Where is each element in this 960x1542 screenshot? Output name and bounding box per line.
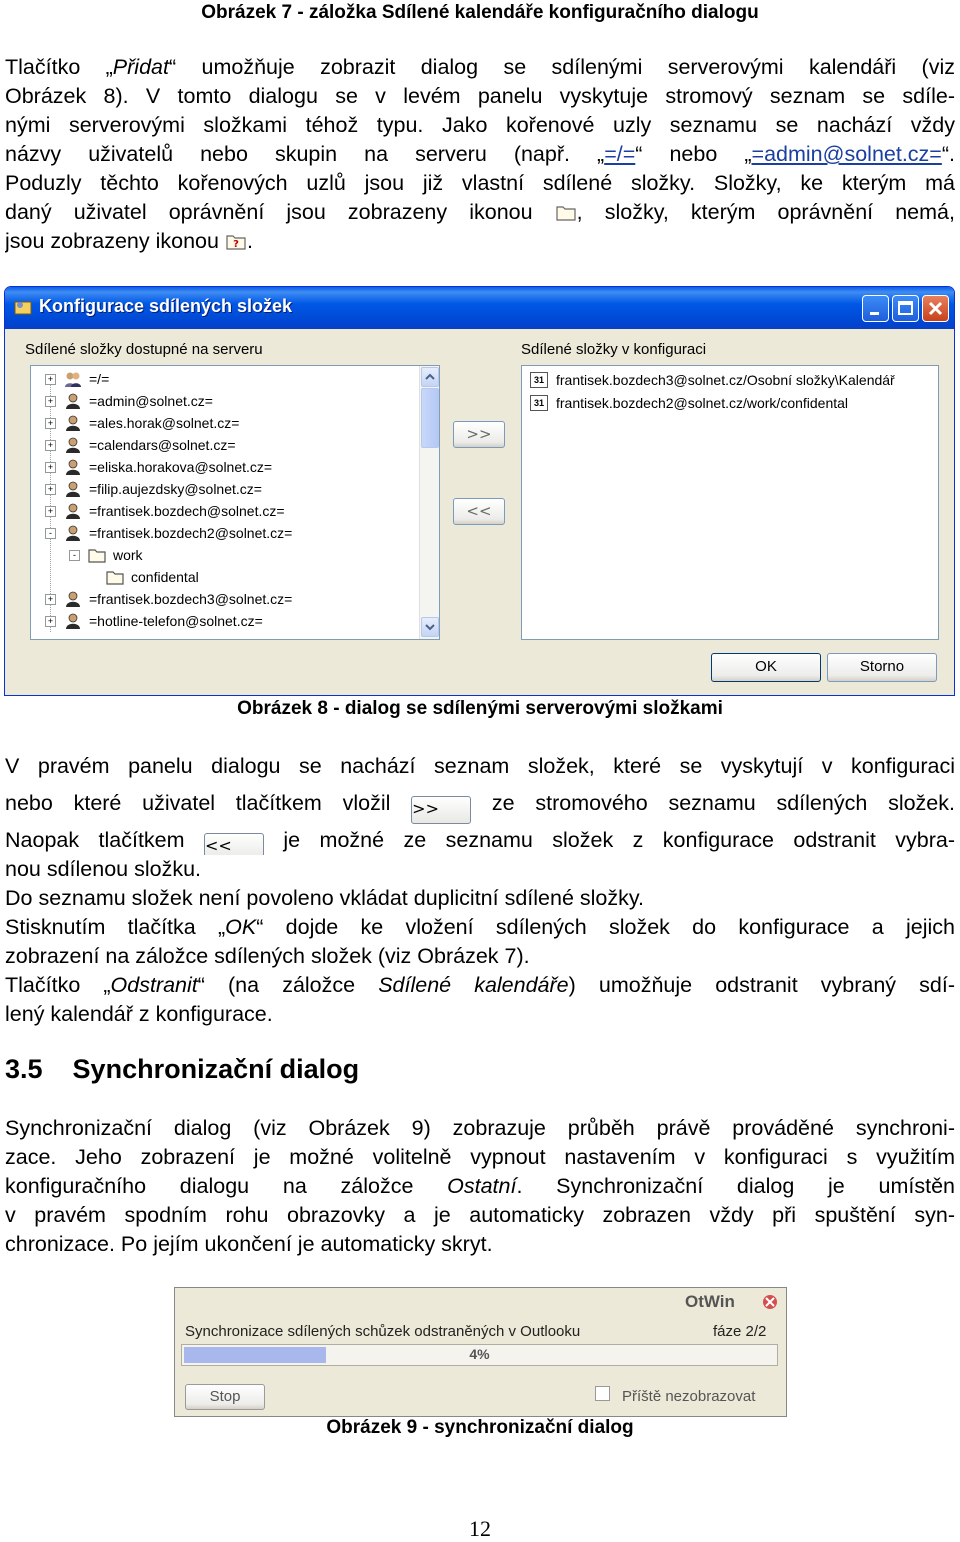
- user-icon: [63, 458, 83, 476]
- list-item[interactable]: 31 frantisek.bozdech3@solnet.cz/Osobní složky\Kalendář: [526, 369, 936, 391]
- expand-icon[interactable]: +: [45, 418, 56, 429]
- expand-icon[interactable]: +: [45, 374, 56, 385]
- sync-message: Synchronizace sdílených schůzek odstraněných v Outlooku: [185, 1323, 581, 1340]
- expand-icon[interactable]: +: [45, 616, 56, 627]
- user-icon: [63, 524, 83, 542]
- page-number: 12: [469, 1516, 491, 1541]
- user-icon: [63, 480, 83, 498]
- close-button[interactable]: [922, 295, 949, 322]
- tree-row-label: =frantisek.bozdech2@solnet.cz=: [89, 525, 293, 541]
- sync-phase: fáze 2/2: [713, 1323, 767, 1340]
- user-icon: [63, 392, 83, 410]
- close-icon: [923, 296, 948, 321]
- user-icon: [63, 414, 83, 432]
- text-line: nebo které uživatel tlačítkem vložil >> ze stromového seznamu sdílených složek.: [5, 787, 955, 825]
- collapse-icon[interactable]: -: [45, 528, 56, 539]
- config-folders-list[interactable]: [521, 365, 939, 640]
- scroll-down-button[interactable]: [421, 617, 439, 637]
- paragraph-sync-dialog: [5, 1114, 955, 1259]
- section-heading: [5, 1054, 359, 1085]
- text-line: nými serverovými složkami téhož typu. Jako kořenové uzly seznamu se nachází vždy: [5, 113, 955, 137]
- folder-icon: [555, 203, 577, 222]
- remove-folder-button[interactable]: <<: [453, 498, 505, 525]
- remove-button-illustration: <<: [204, 833, 264, 855]
- text-line: Tlačítko „Přidat“ umožňuje zobrazit dialog se sdílenými serverovými kalendáři (viz: [5, 55, 955, 79]
- tree-row-label: =frantisek.bozdech3@solnet.cz=: [89, 591, 293, 607]
- text-line: Do seznamu složek není povoleno vkládat duplicitní sdílené složky.: [5, 886, 644, 910]
- shared-folders-app-icon: [13, 297, 33, 317]
- folder-no-access-icon: [225, 232, 247, 251]
- sync-percent: 4%: [469, 1346, 490, 1362]
- text-line: konfiguračního dialogu na záložce Ostatní. Synchronizační dialog je umístěn: [5, 1174, 955, 1198]
- calendar-icon: 31: [530, 372, 548, 388]
- user-icon: [63, 502, 83, 520]
- shared-folders-dialog: [4, 286, 955, 696]
- text-line: zobrazení na záložce sdílených složek (viz Obrázek 7).: [5, 944, 530, 968]
- arrow-down-icon: [422, 618, 438, 636]
- tree-row-label: =frantisek.bozdech@solnet.cz=: [89, 503, 285, 519]
- text-line: Tlačítko „Odstranit“ (na záložce Sdílené kalendáře) umožňuje odstranit vybraný sdí-: [5, 973, 955, 997]
- tree-rows: [31, 368, 419, 638]
- group-icon: [63, 370, 83, 388]
- folder-icon: [105, 568, 125, 586]
- paragraph-shared-folders: [5, 53, 955, 256]
- text-line: Poduzly těchto kořenových uzlů jsou již vlastní sdílené složky. Složky, ke kterým má: [5, 171, 955, 195]
- text-line: daný uživatel oprávnění jsou zobrazeny ikonou , složky, kterým oprávnění nemá,: [5, 200, 955, 224]
- text-line: jsou zobrazeny ikonou ? .: [5, 229, 253, 253]
- expand-icon[interactable]: +: [45, 506, 56, 517]
- minimize-icon: [863, 296, 888, 321]
- text-line: chronizace. Po jejím ukončení je automaticky skryt.: [5, 1232, 493, 1256]
- user-icon: [63, 590, 83, 608]
- expand-icon[interactable]: +: [45, 484, 56, 495]
- tree-row-label: =calendars@solnet.cz=: [89, 437, 236, 453]
- stop-button[interactable]: Stop: [185, 1384, 265, 1410]
- collapse-icon[interactable]: -: [69, 550, 80, 561]
- figure-8-caption: Obrázek 8 - dialog se sdílenými serverovými složkami: [237, 698, 723, 719]
- expand-icon[interactable]: +: [45, 396, 56, 407]
- list-item[interactable]: 31 frantisek.bozdech2@solnet.cz/work/confidental: [526, 392, 936, 414]
- sync-app-name: OtWin: [685, 1292, 735, 1311]
- tree-row-label: work: [113, 547, 143, 563]
- server-folders-label: Sdílené složky dostupné na serveru: [25, 341, 263, 358]
- minimize-button[interactable]: [862, 295, 889, 322]
- tree-row-label: =hotline-telefon@solnet.cz=: [89, 613, 263, 629]
- sync-dialog: [174, 1287, 787, 1417]
- config-folders-label: Sdílené složky v konfiguraci: [521, 341, 707, 358]
- close-icon[interactable]: [761, 1293, 779, 1311]
- tree-row-label: =eliska.horakova@solnet.cz=: [89, 459, 273, 475]
- ok-button[interactable]: OK: [711, 653, 821, 682]
- dont-show-checkbox[interactable]: [595, 1386, 610, 1401]
- dialog-title: Konfigurace sdílených složek: [39, 296, 293, 316]
- tree-row-label: =/=: [89, 371, 110, 387]
- expand-icon[interactable]: +: [45, 440, 56, 451]
- user-icon: [63, 612, 83, 630]
- text-line: Synchronizační dialog (viz Obrázek 9) zobrazuje průběh právě prováděné synchroni-: [5, 1116, 955, 1140]
- folder-icon: [87, 546, 107, 564]
- scroll-up-button[interactable]: [421, 367, 439, 387]
- arrow-up-icon: [422, 368, 438, 386]
- expand-icon[interactable]: +: [45, 594, 56, 605]
- figure-7-caption: Obrázek 7 - záložka Sdílené kalendáře konfiguračního dialogu: [201, 2, 759, 23]
- text-line: zace. Jeho zobrazení je možné volitelně vypnout nastavením v konfiguraci s využitím: [5, 1145, 955, 1169]
- sync-progress-bar: [181, 1344, 778, 1366]
- text-line: názvy uživatelů nebo skupin na serveru (např. „=/=“ nebo „=admin@solnet.cz=“.: [5, 142, 955, 166]
- svg-text:?: ?: [233, 239, 239, 250]
- figure-9-caption: Obrázek 9 - synchronizační dialog: [326, 1417, 634, 1438]
- calendar-icon: 31: [530, 395, 548, 411]
- add-button-illustration: >>: [411, 796, 471, 824]
- paragraph-config-list: [5, 750, 955, 1029]
- tree-row-label: confidental: [131, 569, 199, 585]
- tree-row-label: =admin@solnet.cz=: [89, 393, 213, 409]
- text-line: V pravém panelu dialogu se nachází seznam složek, které se vyskytují v konfiguraci: [5, 754, 955, 778]
- section-title: Synchronizační dialog: [72, 1054, 360, 1084]
- text-line: v pravém spodním rohu obrazovky a je automaticky zobrazen vždy při spuštění syn-: [5, 1203, 955, 1227]
- section-number: 3.5: [5, 1054, 43, 1084]
- expand-icon[interactable]: +: [45, 462, 56, 473]
- text-line: Obrázek 8). V tomto dialogu se v levém panelu vyskytuje stromový seznam se sdíle-: [5, 84, 955, 108]
- cancel-button[interactable]: Storno: [827, 653, 937, 682]
- tree-row-label: =ales.horak@solnet.cz=: [89, 415, 240, 431]
- add-folder-button[interactable]: >>: [453, 421, 505, 448]
- user-icon: [63, 436, 83, 454]
- server-folders-tree[interactable]: [30, 365, 440, 640]
- text-line: lený kalendář z konfigurace.: [5, 1002, 273, 1026]
- tree-row-label: =filip.aujezdsky@solnet.cz=: [89, 481, 262, 497]
- text-line: nou sdílenou složku.: [5, 857, 202, 881]
- text-line: Stisknutím tlačítka „OK“ dojde ke vložení sdílených složek do konfigurace a jejich: [5, 915, 955, 939]
- maximize-button[interactable]: [892, 295, 919, 322]
- text-line: Naopak tlačítkem << je možné ze seznamu složek z konfigurace odstranit vybra-: [5, 825, 955, 855]
- scroll-thumb[interactable]: [421, 388, 439, 448]
- dont-show-label: Příště nezobrazovat: [622, 1388, 756, 1405]
- title-bar: [5, 287, 954, 329]
- maximize-icon: [893, 296, 918, 321]
- tree-scrollbar[interactable]: [419, 366, 440, 639]
